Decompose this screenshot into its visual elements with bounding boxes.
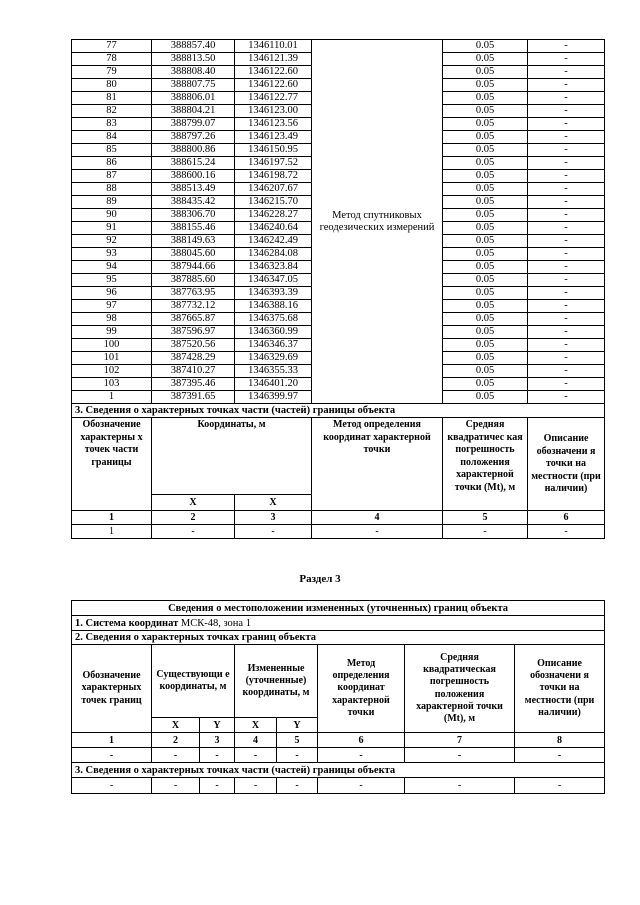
point-description: - (528, 92, 605, 105)
header-description: Описание обозначени я точки на местности (при наличии) (528, 418, 605, 511)
point-description: - (528, 391, 605, 404)
point-number: 102 (72, 365, 152, 378)
colnum: 1 (72, 511, 152, 525)
point-number: 93 (72, 248, 152, 261)
point-y: 1346123.00 (235, 105, 312, 118)
point-number: 79 (72, 66, 152, 79)
empty-cell: - (318, 748, 405, 763)
point-x: 388513.49 (152, 183, 235, 196)
header-y: Y (200, 718, 235, 733)
colnum: 4 (312, 511, 443, 525)
point-description: - (528, 287, 605, 300)
point-description: - (528, 261, 605, 274)
point-x: 387763.95 (152, 287, 235, 300)
header-mt: Средняя квадратическая погрешность положения характерной точки (Mt), м (405, 645, 515, 733)
point-x: 388857.40 (152, 40, 235, 53)
point-mt: 0.05 (443, 222, 528, 235)
point-number: 98 (72, 313, 152, 326)
method-cell: Метод спутниковых геодезических измерений (312, 40, 443, 404)
header-changed-coords: Измененные (уточненные) координаты, м (235, 645, 318, 718)
point-y: 1346388.16 (235, 300, 312, 313)
point-mt: 0.05 (443, 144, 528, 157)
point-x: 388808.40 (152, 66, 235, 79)
header-x: X (235, 718, 277, 733)
point-mt: 0.05 (443, 300, 528, 313)
colnum: 3 (235, 511, 312, 525)
header-mt: Средняя квадратичес кая погрешность положения характерной точки (Mt), м (443, 418, 528, 511)
point-x: 387520.56 (152, 339, 235, 352)
point-number: 96 (72, 287, 152, 300)
empty-cell: - (200, 778, 235, 794)
colnum: 2 (152, 733, 200, 748)
point-number: 87 (72, 170, 152, 183)
point-description: - (528, 235, 605, 248)
header-y: Y (277, 718, 318, 733)
point-y: 1346375.68 (235, 313, 312, 326)
point-x: 387885.60 (152, 274, 235, 287)
header-designation: Обозначение характерны х точек части границы (72, 418, 152, 511)
point-mt: 0.05 (443, 339, 528, 352)
point-y: 1346122.60 (235, 66, 312, 79)
point-y: 1346284.08 (235, 248, 312, 261)
point-description: - (528, 313, 605, 326)
point-number: 100 (72, 339, 152, 352)
point-description: - (528, 66, 605, 79)
point-x: 388435.42 (152, 196, 235, 209)
part-row-cell: - (152, 525, 235, 539)
point-description: - (528, 274, 605, 287)
header-method: Метод определения координат характерной точки (312, 418, 443, 511)
point-mt: 0.05 (443, 235, 528, 248)
point-number: 97 (72, 300, 152, 313)
point-y: 1346150.95 (235, 144, 312, 157)
part-row-cell: - (528, 525, 605, 539)
point-mt: 0.05 (443, 313, 528, 326)
empty-cell: - (277, 778, 318, 794)
point-y: 1346121.39 (235, 53, 312, 66)
point-description: - (528, 326, 605, 339)
section3-title: 3. Сведения о характерных точках части (частей) границы объекта (72, 404, 605, 418)
coordinate-system-row (72, 616, 605, 631)
point-description: - (528, 183, 605, 196)
point-x: 388800.86 (152, 144, 235, 157)
empty-cell: - (405, 778, 515, 794)
point-description: - (528, 170, 605, 183)
point-description: - (528, 339, 605, 352)
point-y: 1346110.01 (235, 40, 312, 53)
part-row-cell: - (443, 525, 528, 539)
point-description: - (528, 53, 605, 66)
point-description: - (528, 209, 605, 222)
point-number: 84 (72, 131, 152, 144)
points-table (71, 39, 605, 539)
point-mt: 0.05 (443, 365, 528, 378)
colnum: 3 (200, 733, 235, 748)
point-number: 78 (72, 53, 152, 66)
point-description: - (528, 196, 605, 209)
point-mt: 0.05 (443, 287, 528, 300)
point-y: 1346122.77 (235, 92, 312, 105)
point-x: 388306.70 (152, 209, 235, 222)
point-y: 1346360.99 (235, 326, 312, 339)
point-mt: 0.05 (443, 53, 528, 66)
point-y: 1346393.39 (235, 287, 312, 300)
point-x: 387596.97 (152, 326, 235, 339)
point-description: - (528, 79, 605, 92)
empty-cell: - (318, 778, 405, 794)
point-y: 1346122.60 (235, 79, 312, 92)
point-y: 1346242.49 (235, 235, 312, 248)
point-number: 86 (72, 157, 152, 170)
point-number: 88 (72, 183, 152, 196)
point-number: 92 (72, 235, 152, 248)
point-mt: 0.05 (443, 391, 528, 404)
point-mt: 0.05 (443, 66, 528, 79)
point-x: 387395.46 (152, 378, 235, 391)
point-y: 1346329.69 (235, 352, 312, 365)
empty-cell: - (152, 748, 200, 763)
header-y: X (235, 495, 312, 511)
point-mt: 0.05 (443, 274, 528, 287)
point-number: 94 (72, 261, 152, 274)
colnum: 1 (72, 733, 152, 748)
empty-cell: - (200, 748, 235, 763)
point-x: 388804.21 (152, 105, 235, 118)
header-designation: Обозначение характерных точек границ (72, 645, 152, 733)
colnum: 7 (405, 733, 515, 748)
part-row-cell: - (312, 525, 443, 539)
changed-boundaries-table (71, 600, 605, 794)
point-x: 388615.24 (152, 157, 235, 170)
point-description: - (528, 365, 605, 378)
colnum: 6 (318, 733, 405, 748)
point-mt: 0.05 (443, 79, 528, 92)
point-mt: 0.05 (443, 196, 528, 209)
point-mt: 0.05 (443, 118, 528, 131)
empty-cell: - (72, 778, 152, 794)
point-number: 89 (72, 196, 152, 209)
point-number: 85 (72, 144, 152, 157)
point-description: - (528, 222, 605, 235)
point-number: 77 (72, 40, 152, 53)
point-mt: 0.05 (443, 248, 528, 261)
point-description: - (528, 105, 605, 118)
header-description: Описание обозначени я точки на местности (при наличии) (515, 645, 605, 733)
point-x: 388155.46 (152, 222, 235, 235)
point-description: - (528, 157, 605, 170)
point-x: 388149.63 (152, 235, 235, 248)
empty-cell: - (72, 748, 152, 763)
point-y: 1346346.37 (235, 339, 312, 352)
point-description: - (528, 118, 605, 131)
empty-cell: - (152, 778, 200, 794)
colnum: 5 (443, 511, 528, 525)
point-description: - (528, 300, 605, 313)
point-row (72, 40, 605, 53)
point-x: 387732.12 (152, 300, 235, 313)
colnum: 6 (528, 511, 605, 525)
point-description: - (528, 40, 605, 53)
point-number: 91 (72, 222, 152, 235)
point-mt: 0.05 (443, 209, 528, 222)
empty-cell: - (405, 748, 515, 763)
table2-title: Сведения о местоположении измененных (уточненных) границ объекта (72, 601, 605, 616)
point-description: - (528, 131, 605, 144)
point-mt: 0.05 (443, 326, 528, 339)
point-number: 80 (72, 79, 152, 92)
point-number: 103 (72, 378, 152, 391)
point-description: - (528, 144, 605, 157)
point-mt: 0.05 (443, 40, 528, 53)
colnum: 4 (235, 733, 277, 748)
point-description: - (528, 378, 605, 391)
coordinate-system-value: МСК-48, зона 1 (180, 617, 251, 629)
point-y: 1346198.72 (235, 170, 312, 183)
coordinate-system-label: 1. Система координат (75, 617, 179, 629)
point-y: 1346240.64 (235, 222, 312, 235)
section2-title: 2. Сведения о характерных точках границ объекта (72, 631, 605, 645)
point-description: - (528, 352, 605, 365)
point-number: 95 (72, 274, 152, 287)
point-mt: 0.05 (443, 378, 528, 391)
point-mt: 0.05 (443, 183, 528, 196)
point-y: 1346123.56 (235, 118, 312, 131)
point-x: 387944.66 (152, 261, 235, 274)
point-x: 387391.65 (152, 391, 235, 404)
point-y: 1346215.70 (235, 196, 312, 209)
point-y: 1346401.20 (235, 378, 312, 391)
point-x: 388807.75 (152, 79, 235, 92)
colnum: 8 (515, 733, 605, 748)
point-number: 83 (72, 118, 152, 131)
point-mt: 0.05 (443, 170, 528, 183)
point-description: - (528, 248, 605, 261)
header-x: X (152, 495, 235, 511)
header-method: Метод определения координат характерной точки (318, 645, 405, 733)
point-x: 388797.26 (152, 131, 235, 144)
header-x: X (152, 718, 200, 733)
point-y: 1346355.33 (235, 365, 312, 378)
part-row-cell: - (235, 525, 312, 539)
point-mt: 0.05 (443, 352, 528, 365)
point-number: 81 (72, 92, 152, 105)
point-mt: 0.05 (443, 92, 528, 105)
point-x: 387410.27 (152, 365, 235, 378)
header-coordinates: Координаты, м (152, 418, 312, 495)
part-row-cell: 1 (72, 525, 152, 539)
point-y: 1346123.49 (235, 131, 312, 144)
section3-title: 3. Сведения о характерных точках части (частей) границы объекта (72, 763, 605, 778)
point-y: 1346399.97 (235, 391, 312, 404)
point-x: 387428.29 (152, 352, 235, 365)
point-x: 388045.60 (152, 248, 235, 261)
empty-cell: - (277, 748, 318, 763)
point-y: 1346347.05 (235, 274, 312, 287)
empty-cell: - (235, 778, 277, 794)
colnum: 2 (152, 511, 235, 525)
point-y: 1346197.52 (235, 157, 312, 170)
point-mt: 0.05 (443, 131, 528, 144)
point-x: 388600.16 (152, 170, 235, 183)
point-x: 388799.07 (152, 118, 235, 131)
point-number: 101 (72, 352, 152, 365)
point-mt: 0.05 (443, 157, 528, 170)
colnum: 5 (277, 733, 318, 748)
point-number: 82 (72, 105, 152, 118)
point-y: 1346228.27 (235, 209, 312, 222)
point-x: 388806.01 (152, 92, 235, 105)
section-heading: Раздел 3 (299, 573, 341, 585)
point-number: 1 (72, 391, 152, 404)
point-number: 99 (72, 326, 152, 339)
point-y: 1346323.84 (235, 261, 312, 274)
empty-cell: - (515, 748, 605, 763)
point-y: 1346207.67 (235, 183, 312, 196)
point-x: 387665.87 (152, 313, 235, 326)
point-mt: 0.05 (443, 261, 528, 274)
point-x: 388813.50 (152, 53, 235, 66)
empty-cell: - (235, 748, 277, 763)
empty-cell: - (515, 778, 605, 794)
header-existing-coords: Существующи е координаты, м (152, 645, 235, 718)
point-number: 90 (72, 209, 152, 222)
point-mt: 0.05 (443, 105, 528, 118)
